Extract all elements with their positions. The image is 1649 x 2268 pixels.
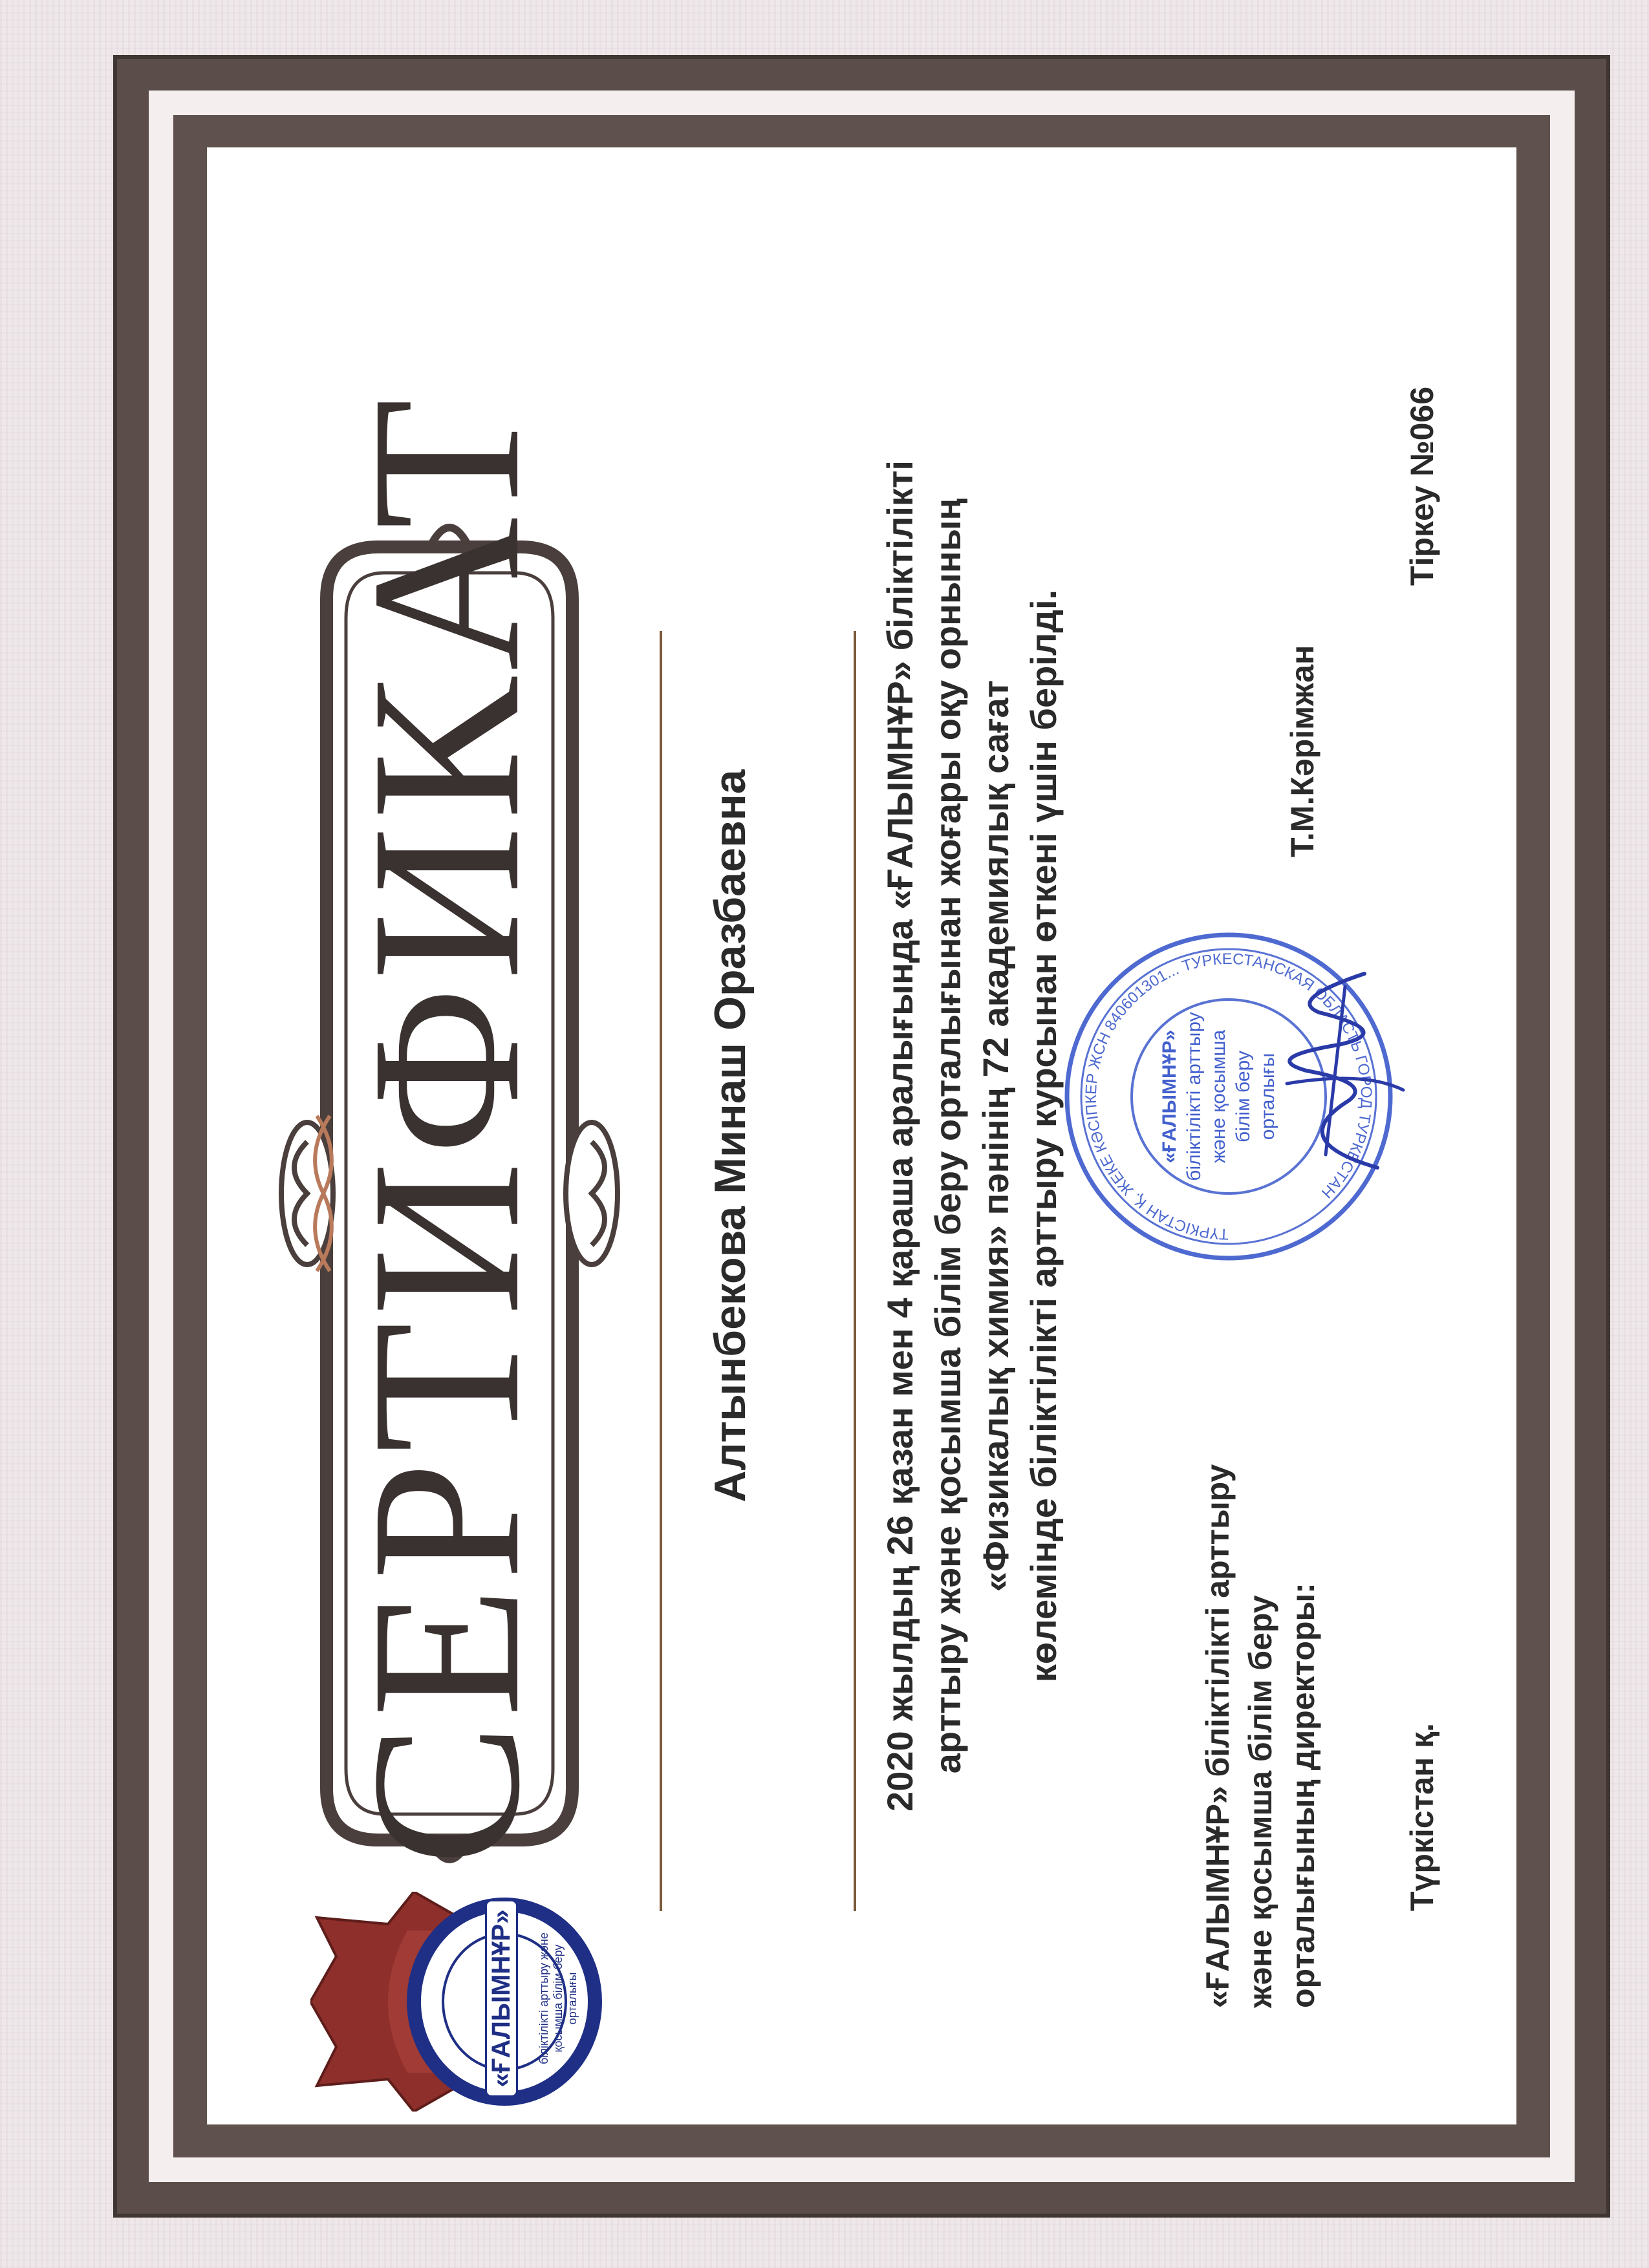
logo-ring-text: біліктілікті арттыру және қосымша білім беру орталығы <box>537 1932 579 2064</box>
signature-icon <box>1248 961 1416 1181</box>
body-line: арттыру және қосымша білім беру орталығынан жоғары оқу орнының <box>927 498 968 1774</box>
certificate-body <box>207 147 1516 2124</box>
rule-below-name <box>854 631 856 1911</box>
seal-line: біліктілікті арттыру <box>1183 1012 1205 1181</box>
certificate-title: СЕРТИФИКАТ <box>328 392 564 1866</box>
body-line: көлемінде біліктілікті арттыру курсынан өткені үшін берілді. <box>1023 589 1064 1683</box>
director-line: «ҒАЛЫМНҰР» біліктілікті арттыру <box>1200 1464 1236 2008</box>
director-title <box>1196 1297 1324 2008</box>
title-flourish-icon <box>304 1109 343 1278</box>
seal-line: білім беру <box>1233 1051 1254 1142</box>
director-line: және қосымша білім беру <box>1242 1595 1278 2008</box>
director-name: Т.М.Кәрімжан <box>1284 645 1320 857</box>
certificate-body-text <box>876 277 1068 1995</box>
director-line: орталығының директоры: <box>1285 1583 1321 2008</box>
body-line: 2020 жылдың 26 қазан мен 4 қараша аралығында «ҒАЛЫМНҰР» біліктілікті <box>879 460 920 1812</box>
body-line: «Физикалық химия» пәнінің 72 академиялық сағат <box>975 679 1016 1592</box>
ornament-bottom-icon <box>566 1122 618 1265</box>
city-label: Түркістан қ. <box>1404 1723 1440 1911</box>
recipient-name: Алтынбекова Минаш Оразбаевна <box>706 769 755 1503</box>
rule-above-name <box>660 631 662 1911</box>
seal-line: және қосымша <box>1208 1029 1229 1164</box>
registration-number: Тіркеу №066 <box>1404 386 1440 586</box>
seal-line: «ҒАЛЫМНҰР» <box>1159 1029 1180 1164</box>
seal-outer-text: ТҮРКІСТАН Қ. ЖЕКЕ КӘСІПКЕР ЖСН 840601301... ТУРКЕСТАНСКАЯ ОБЛАСТЬ ГОРОД ТУРКЕСТАН <box>1082 950 1375 1243</box>
logo-name: «ҒАЛЫМНҰР» <box>485 1899 518 2097</box>
seal-line: орталығы <box>1257 1053 1278 1140</box>
